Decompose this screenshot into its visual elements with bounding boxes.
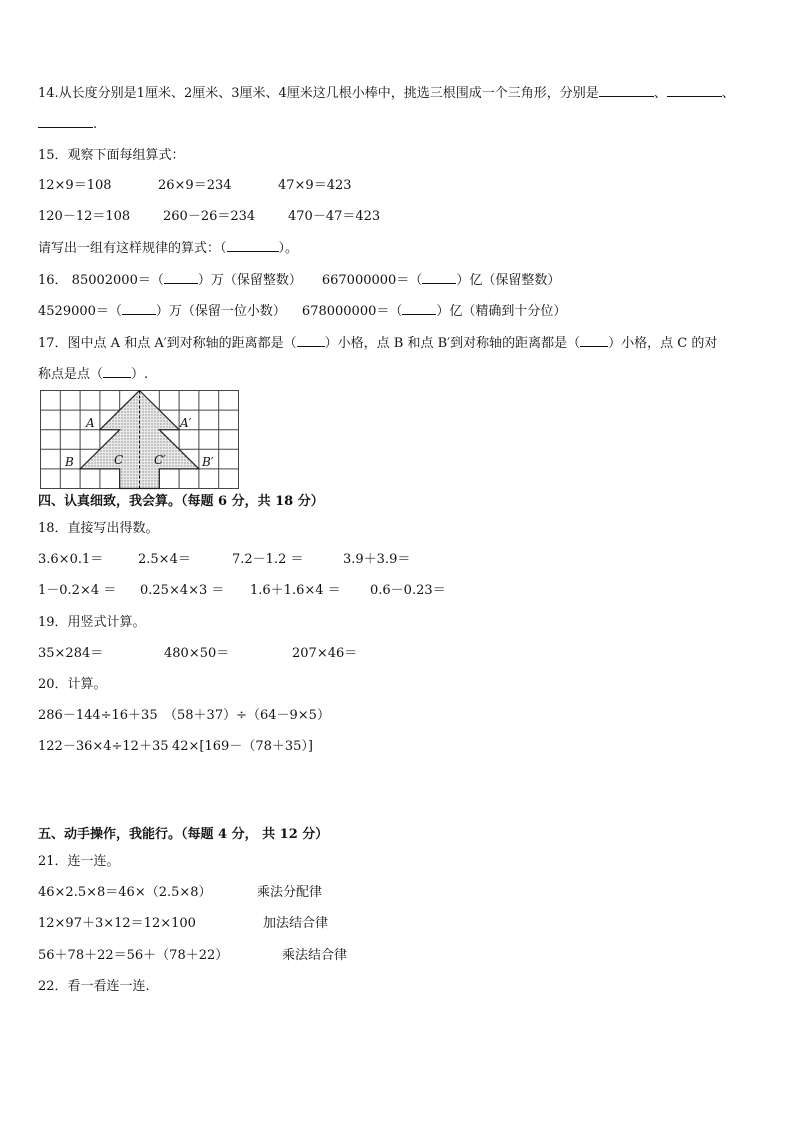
expression: 480×50＝ xyxy=(164,646,230,661)
q16-text: 667000000＝（ xyxy=(321,273,423,288)
period: . xyxy=(93,117,98,132)
match-right-item[interactable]: 乘法结合律 xyxy=(282,948,348,963)
label-C-prime: C′ xyxy=(154,453,166,467)
answer-blank[interactable] xyxy=(122,303,156,315)
q16-text: ）万（保留整数） xyxy=(197,273,302,288)
expression: 3.9＋3.9＝ xyxy=(343,552,411,567)
answer-blank[interactable] xyxy=(422,272,456,284)
match-left-item[interactable]: 46×2.5×8＝46×（2.5×8） xyxy=(38,885,212,900)
question-17-line1 xyxy=(38,335,717,352)
q16-text: 678000000＝（ xyxy=(301,304,403,319)
answer-blank[interactable] xyxy=(599,85,654,97)
section-5-heading: 五、动手操作，我能行。（每题 4 分， 共 12 分） xyxy=(38,827,329,842)
label-B: B xyxy=(65,455,74,469)
expression: 0.25×4×3 ＝ xyxy=(140,583,225,598)
prompt-text: 请写出一组有这样规律的算式：（ xyxy=(38,241,227,256)
label-C: C xyxy=(114,453,124,467)
answer-blank[interactable] xyxy=(38,116,93,128)
question-14-text: 14.从长度分别是1厘米、2厘米、3厘米、4厘米这几根小棒中，挑选三根围成一个三角形，分别是 xyxy=(38,86,599,101)
prompt-end: ）。 xyxy=(278,241,299,256)
q17-text: 称点是点（ xyxy=(38,367,104,382)
question-16-line1 xyxy=(38,272,560,289)
expression: 42×[169－（78＋35）] xyxy=(172,739,313,754)
answer-blank[interactable] xyxy=(227,240,279,252)
expression: 35×284＝ xyxy=(38,646,104,661)
question-21-title: 21．连一连。 xyxy=(38,854,120,869)
expression: 0.6－0.23＝ xyxy=(370,583,446,598)
equation: 260－26＝234 xyxy=(163,209,256,224)
question-22-title: 22．看一看连一连. xyxy=(38,979,150,994)
expression: 2.5×4＝ xyxy=(138,552,191,567)
expression: 207×46＝ xyxy=(292,646,358,661)
equation: 12×9＝108 xyxy=(38,178,112,193)
label-A: A xyxy=(86,416,95,430)
match-right-item[interactable]: 乘法分配律 xyxy=(257,885,323,900)
equation: 26×9＝234 xyxy=(158,178,232,193)
expression: 3.6×0.1＝ xyxy=(38,552,104,567)
separator: 、 xyxy=(721,86,735,101)
symmetry-grid-figure xyxy=(40,390,240,490)
q16-text: 4529000＝（ xyxy=(38,304,122,319)
label-B-prime: B′ xyxy=(202,455,214,469)
question-16-line2 xyxy=(38,303,566,320)
question-14-line2 xyxy=(38,116,97,133)
expression: 7.2－1.2 ＝ xyxy=(232,552,304,567)
match-left-item[interactable]: 12×97＋3×12＝12×100 xyxy=(38,916,196,931)
question-19-title: 19．用竖式计算。 xyxy=(38,615,146,630)
expression: （58＋37）÷（64－9×5） xyxy=(164,708,330,723)
q17-text: 17．图中点 A 和点 A′到对称轴的距离都是（ xyxy=(38,336,297,351)
expression: 1.6＋1.6×4 ＝ xyxy=(250,583,341,598)
question-18-title: 18．直接写出得数。 xyxy=(38,521,159,536)
answer-blank[interactable] xyxy=(297,335,325,347)
match-left-item[interactable]: 56＋78＋22＝56＋（78＋22） xyxy=(38,948,229,963)
answer-blank[interactable] xyxy=(103,366,131,378)
match-right-item[interactable]: 加法结合律 xyxy=(263,916,329,931)
q16-text: ）亿（保留整数） xyxy=(456,273,561,288)
equation: 470－47＝423 xyxy=(288,209,381,224)
answer-blank[interactable] xyxy=(667,85,722,97)
question-14-line1 xyxy=(38,85,735,102)
question-15-prompt xyxy=(38,240,298,257)
expression: 122－36×4÷12＋35 xyxy=(38,739,169,754)
equation: 47×9＝423 xyxy=(278,178,352,193)
q16-text: 16． 85002000＝（ xyxy=(38,273,164,288)
q17-text: ）小格，点 B 和点 B′到对称轴的距离都是（ xyxy=(324,336,581,351)
q16-text: ）万（保留一位小数） xyxy=(155,304,286,319)
q17-text: ）小格，点 C 的对 xyxy=(608,336,718,351)
answer-blank[interactable] xyxy=(580,335,608,347)
label-A-prime: A′ xyxy=(180,416,192,430)
answer-blank[interactable] xyxy=(164,272,198,284)
q17-text: ）. xyxy=(131,367,149,382)
separator: 、 xyxy=(653,86,667,101)
question-15-title: 15．观察下面每组算式： xyxy=(38,148,185,163)
question-20-title: 20．计算。 xyxy=(38,677,107,692)
section-4-heading: 四、认真细致，我会算。（每题 6 分，共 18 分） xyxy=(38,494,324,509)
question-17-line2 xyxy=(38,366,148,383)
equation: 120－12＝108 xyxy=(38,209,131,224)
expression: 286－144÷16＋35 xyxy=(38,708,158,723)
answer-blank[interactable] xyxy=(402,303,436,315)
q16-text: ）亿（精确到十分位） xyxy=(436,304,567,319)
tree-shape xyxy=(80,391,199,489)
expression: 1－0.2×4 ＝ xyxy=(38,583,117,598)
